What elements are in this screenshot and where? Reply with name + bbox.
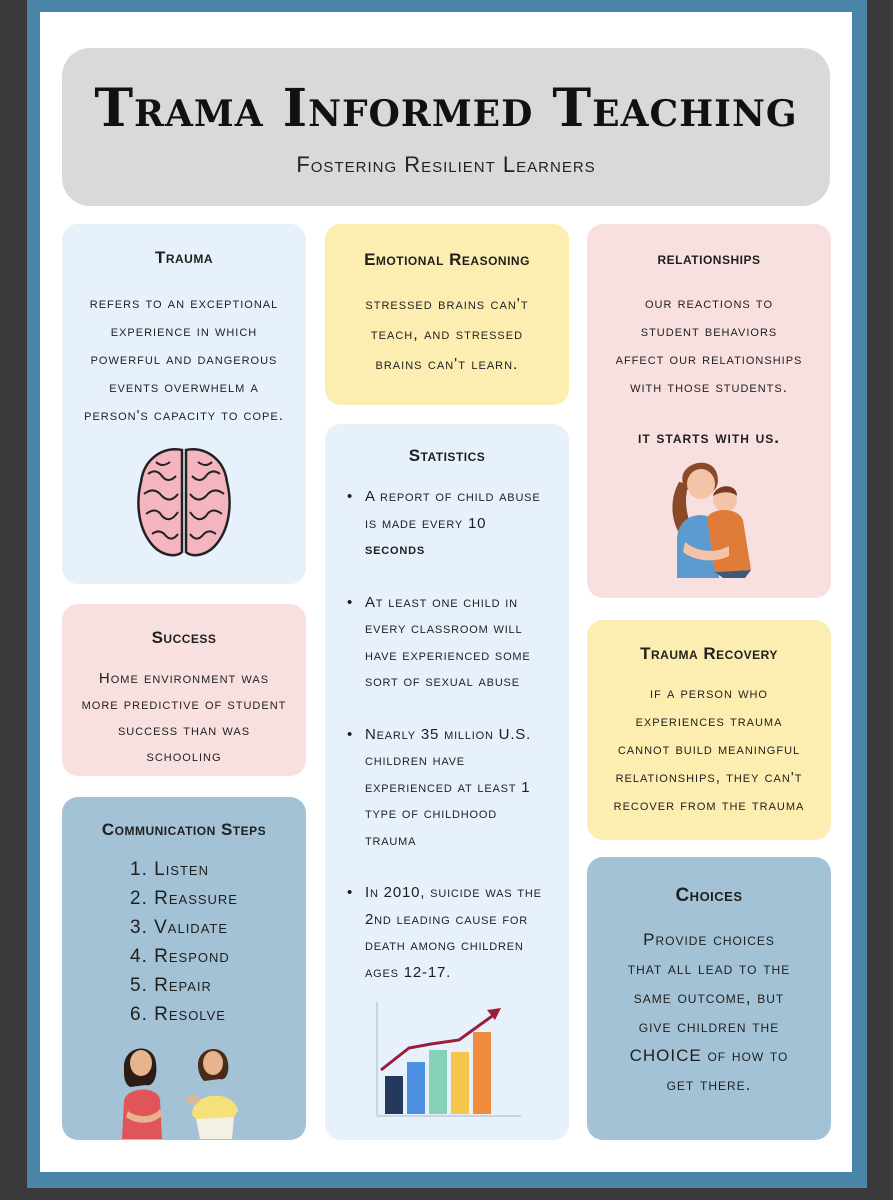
statistic-item (325, 484, 569, 564)
recovery-line: relationships, they can't (615, 769, 803, 786)
choices-card (587, 857, 831, 1140)
bullet: • (347, 884, 354, 901)
statistic-line: 2nd leading cause for (365, 910, 528, 928)
success-line: more predictive of student (81, 696, 287, 713)
bullet: • (347, 488, 354, 505)
emotional-line: teach, and stressed (370, 326, 524, 343)
poster-subtitle: Fostering Resilient Learners (296, 152, 596, 177)
statistic-line: death among children (365, 937, 524, 954)
success-line: success than was (117, 722, 251, 739)
poster-title: Trama Informed Teaching (94, 78, 798, 139)
relationships-line: affect our relationships (615, 351, 803, 368)
recovery-heading: Trauma Recovery (640, 644, 778, 663)
emotional-line: stressed brains can't (365, 296, 529, 313)
choices-line: same outcome, but (633, 988, 785, 1007)
relationships-line: our reactions to (644, 295, 774, 312)
step-item: 4. Respond (130, 946, 230, 967)
trauma-line: refers to an exceptional (89, 295, 279, 312)
communication-steps-list (130, 855, 238, 1029)
statistic-line: type of childhood (365, 805, 497, 822)
statistic-line: seconds (365, 541, 425, 558)
statistic-line: every classroom will (365, 620, 523, 637)
statistics-heading: Statistics (408, 446, 486, 465)
recovery-line: cannot build meaningful (617, 741, 801, 758)
choices-line: get there. (666, 1075, 752, 1094)
brain-icon (134, 444, 234, 560)
trauma-card (62, 224, 306, 584)
relationships-line: with those students. (630, 379, 788, 396)
statistic-item (325, 590, 569, 696)
statistic-line: Nearly 35 million U.S. (365, 725, 532, 743)
step-item: 5. Repair (130, 975, 212, 996)
statistic-line: have experienced some (365, 646, 531, 664)
statistic-line: experienced at least 1 (365, 778, 531, 796)
step-item: 1. Listen (130, 859, 209, 880)
statistics-list (325, 484, 569, 1012)
recovery-line: if a person who (650, 685, 768, 702)
statistic-line: is made every 10 (365, 514, 487, 532)
statistic-line: children have (365, 752, 465, 769)
trauma-line: powerful and dangerous (90, 351, 278, 368)
statistic-line: In 2010, suicide was the (365, 884, 542, 901)
title-card (62, 48, 830, 206)
statistics-card (325, 424, 569, 1140)
choices-line: that all lead to the (627, 959, 791, 978)
step-item: 2. Reassure (130, 888, 238, 909)
statistic-item (325, 722, 569, 855)
step-item: 3. Validate (130, 917, 229, 938)
success-heading: Success (151, 628, 217, 647)
trauma-line: person's capacity to cope. (84, 407, 284, 424)
success-line: schooling (146, 748, 222, 765)
relationships-card (587, 224, 831, 598)
statistic-item (325, 880, 569, 986)
relationships-emphasis: it starts with us. (638, 428, 780, 447)
recovery-line: recover from the trauma (613, 797, 805, 814)
statistic-line: At least one child in (365, 593, 518, 611)
bullet: • (347, 593, 354, 611)
step-item: 6. Resolve (130, 1004, 226, 1025)
two-women-talking-icon (116, 1039, 252, 1139)
emotional-line: brains can't learn. (375, 356, 519, 373)
trauma-line: events overwhelm a (109, 379, 259, 396)
trauma-line: experience in which (110, 323, 258, 340)
trauma-heading: Trauma (154, 248, 214, 267)
trauma-recovery-card (587, 620, 831, 840)
statistic-line: trauma (365, 831, 417, 849)
relationships-line: student behaviors (640, 323, 778, 340)
growth-bar-chart-icon (369, 996, 529, 1120)
relationships-heading: relationships (657, 249, 761, 268)
emotional-reasoning-card (325, 224, 569, 405)
mother-hugging-child-icon (663, 460, 759, 578)
success-line: Home environment was (98, 670, 270, 687)
choices-line: CHOICE of how to (629, 1046, 789, 1065)
bullet: • (347, 725, 354, 743)
statistic-line: sort of sexual abuse (365, 673, 520, 690)
communication-heading: Communication Steps (101, 820, 267, 839)
choices-heading: Choices (675, 885, 743, 906)
choices-line: give children the (638, 1017, 780, 1036)
recovery-line: experiences trauma (635, 713, 783, 730)
choices-line: Provide choices (643, 930, 775, 949)
statistic-line: ages 12-17. (365, 963, 452, 981)
communication-steps-card (62, 797, 306, 1140)
success-card (62, 604, 306, 776)
emotional-heading: Emotional Reasoning (364, 250, 530, 269)
statistic-line: A report of child abuse (365, 488, 541, 505)
